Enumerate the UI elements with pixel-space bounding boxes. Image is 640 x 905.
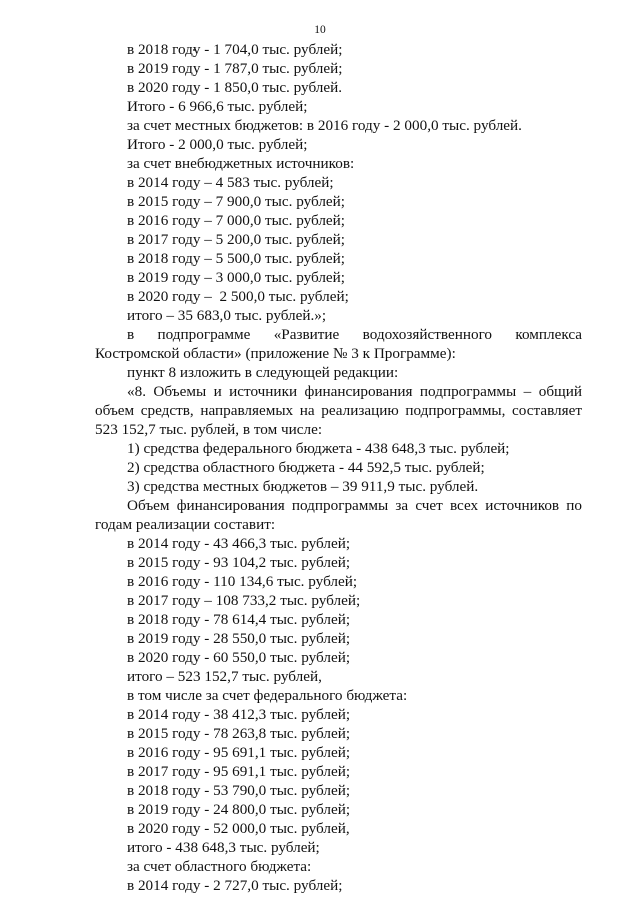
text-line: итого – 35 683,0 тыс. рублей.»; bbox=[127, 307, 327, 324]
text-line: итого – 523 152,7 тыс. рублей, bbox=[127, 668, 322, 685]
text-line: в 2018 году - 78 614,4 тыс. рублей; bbox=[127, 611, 351, 628]
text-line: 523 152,7 тыс. рублей, в том числе: bbox=[95, 421, 323, 438]
text-line: в 2016 году - 110 134,6 тыс. рублей; bbox=[127, 573, 358, 590]
text-line: годам реализации составит: bbox=[95, 516, 276, 533]
text-line: в 2019 году - 24 800,0 тыс. рублей; bbox=[127, 801, 351, 818]
text-line: в 2014 году – 4 583 тыс. рублей; bbox=[127, 174, 334, 191]
text-line: Итого - 2 000,0 тыс. рублей; bbox=[127, 136, 308, 153]
text-line: в 2019 году - 28 550,0 тыс. рублей; bbox=[127, 630, 351, 647]
document-body bbox=[0, 40, 640, 895]
text-line: в 2020 году - 60 550,0 тыс. рублей; bbox=[127, 649, 351, 666]
text-line: в 2017 году – 108 733,2 тыс. рублей; bbox=[127, 592, 361, 609]
text-line: в 2014 году - 38 412,3 тыс. рублей; bbox=[127, 706, 351, 723]
page-number: 10 bbox=[314, 24, 326, 36]
text-line: в 2020 году - 1 850,0 тыс. рублей. bbox=[127, 79, 343, 96]
text-line: Итого - 6 966,6 тыс. рублей; bbox=[127, 98, 308, 115]
text-line: в 2014 году - 43 466,3 тыс. рублей; bbox=[127, 535, 351, 552]
text-line: «8. Объемы и источники финансирования подпрограммы – общий bbox=[127, 383, 582, 400]
text-line: в 2020 году - 52 000,0 тыс. рублей, bbox=[127, 820, 350, 837]
text-line: в 2015 году – 7 900,0 тыс. рублей; bbox=[127, 193, 345, 210]
text-line: в 2017 году – 5 200,0 тыс. рублей; bbox=[127, 231, 345, 248]
text-line: в 2014 году - 2 727,0 тыс. рублей; bbox=[127, 877, 343, 894]
text-line: объем средств, направляемых на реализацию подпрограммы, составляет bbox=[95, 402, 582, 419]
text-line: 1) средства федерального бюджета - 438 648,3 тыс. рублей; bbox=[127, 440, 510, 457]
text-line: в 2018 году – 5 500,0 тыс. рублей; bbox=[127, 250, 345, 267]
text-line: в 2016 году – 7 000,0 тыс. рублей; bbox=[127, 212, 345, 229]
text-line: Костромской области» (приложение № 3 к Программе): bbox=[95, 345, 456, 362]
text-line: за счет внебюджетных источников: bbox=[127, 155, 355, 172]
text-line: 3) средства местных бюджетов – 39 911,9 тыс. рублей. bbox=[127, 478, 479, 495]
text-line: за счет местных бюджетов: в 2016 году - 2 000,0 тыс. рублей. bbox=[127, 117, 522, 134]
text-line: в 2019 году - 1 787,0 тыс. рублей; bbox=[127, 60, 343, 77]
text-line: в 2017 году - 95 691,1 тыс. рублей; bbox=[127, 763, 351, 780]
text-line: итого - 438 648,3 тыс. рублей; bbox=[127, 839, 320, 856]
text-line: в 2015 году - 78 263,8 тыс. рублей; bbox=[127, 725, 351, 742]
text-line: за счет областного бюджета: bbox=[127, 858, 312, 875]
text-line: 2) средства областного бюджета - 44 592,5 тыс. рублей; bbox=[127, 459, 485, 476]
text-line: в том числе за счет федерального бюджета: bbox=[127, 687, 408, 704]
text-line: в 2016 году - 95 691,1 тыс. рублей; bbox=[127, 744, 351, 761]
text-line: в 2015 году - 93 104,2 тыс. рублей; bbox=[127, 554, 351, 571]
text-line: в 2020 году – 2 500,0 тыс. рублей; bbox=[127, 288, 349, 305]
text-line: пункт 8 изложить в следующей редакции: bbox=[127, 364, 399, 381]
text-line: в 2018 году - 53 790,0 тыс. рублей; bbox=[127, 782, 351, 799]
text-line: Объем финансирования подпрограммы за счет всех источников по bbox=[127, 497, 582, 514]
text-line: в 2019 году – 3 000,0 тыс. рублей; bbox=[127, 269, 345, 286]
text-line: в подпрограмме «Развитие водохозяйственного комплекса bbox=[127, 326, 582, 343]
text-line: в 2018 году - 1 704,0 тыс. рублей; bbox=[127, 41, 343, 58]
